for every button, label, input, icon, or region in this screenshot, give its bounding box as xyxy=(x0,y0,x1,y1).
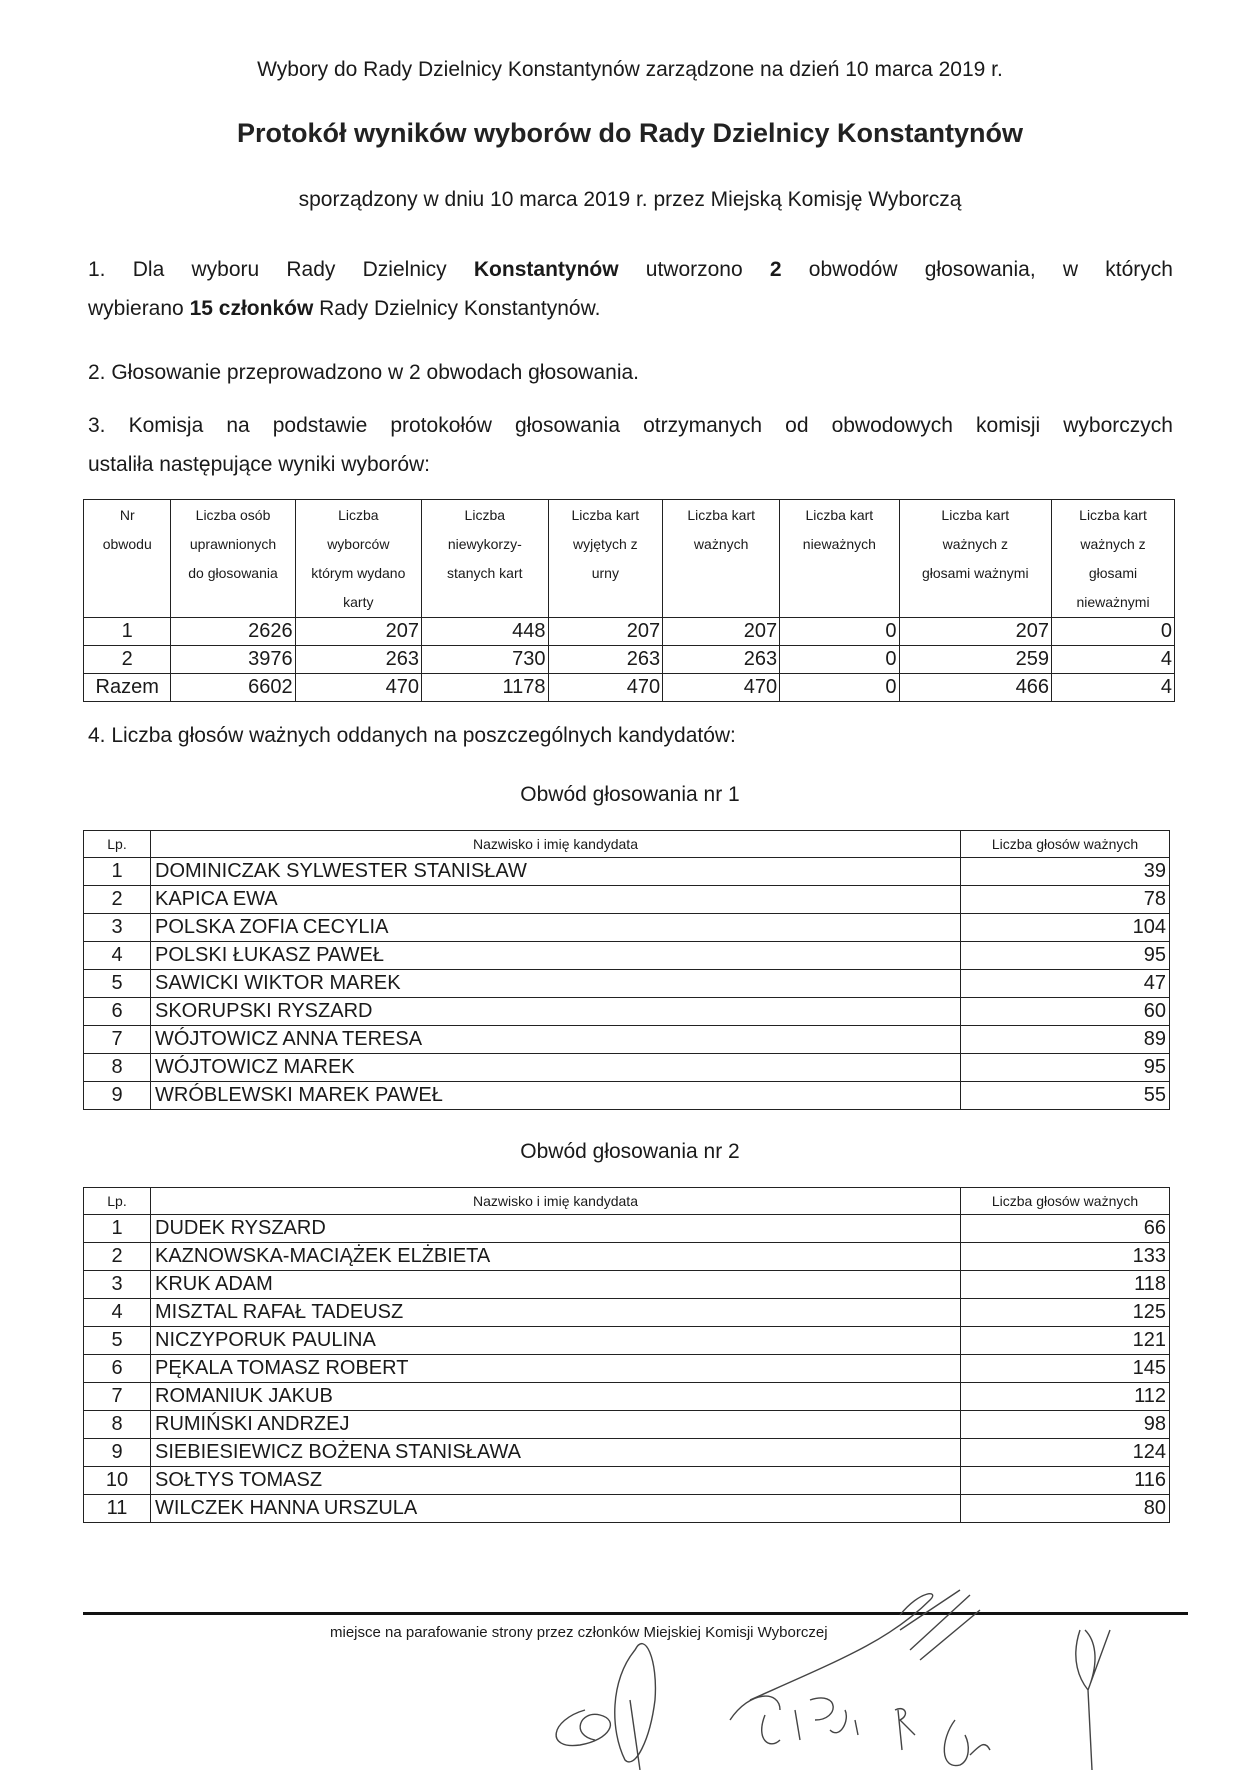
summary-header-cell xyxy=(422,500,548,618)
word: których xyxy=(1105,258,1173,281)
candidate-lp: 4 xyxy=(84,942,151,970)
candidate-name: WÓJTOWICZ MAREK xyxy=(151,1054,961,1082)
summary-cell: 207 xyxy=(548,618,663,646)
candidate-votes: 116 xyxy=(961,1467,1170,1495)
summary-cell: 0 xyxy=(1052,618,1175,646)
candidate-row xyxy=(84,1299,1170,1327)
word: na xyxy=(226,414,250,437)
summary-results-table xyxy=(83,499,1175,702)
summary-cell: 448 xyxy=(422,618,548,646)
summary-cell: 466 xyxy=(899,674,1051,702)
candidate-lp: 1 xyxy=(84,1215,151,1243)
candidate-name: SIEBIESIEWICZ BOŻENA STANISŁAWA xyxy=(151,1439,961,1467)
candidate-votes: 80 xyxy=(961,1495,1170,1523)
word: protokołów xyxy=(390,414,492,437)
district-2-title: Obwód głosowania nr 2 xyxy=(520,1140,740,1163)
candidate-name: KAPICA EWA xyxy=(151,886,961,914)
candidate-votes: 124 xyxy=(961,1439,1170,1467)
summary-cell: 263 xyxy=(663,646,780,674)
candidate-lp: 5 xyxy=(84,1327,151,1355)
section-1 xyxy=(88,250,1173,328)
candidate-row xyxy=(84,1383,1170,1411)
candidate-lp: 8 xyxy=(84,1411,151,1439)
header-line: nieważnych xyxy=(802,536,876,552)
candidate-row xyxy=(84,970,1170,998)
col-lp: Lp. xyxy=(84,831,151,858)
header-line: głosami ważnymi xyxy=(921,565,1029,581)
candidate-row xyxy=(84,914,1170,942)
candidate-row xyxy=(84,1082,1170,1110)
header-line: karty xyxy=(343,594,374,610)
candidate-row xyxy=(84,858,1170,886)
candidate-row xyxy=(84,1467,1170,1495)
district-1-title: Obwód głosowania nr 1 xyxy=(520,783,740,806)
candidate-name: DOMINICZAK SYLWESTER STANISŁAW xyxy=(151,858,961,886)
candidate-row xyxy=(84,998,1170,1026)
candidate-name: RUMIŃSKI ANDRZEJ xyxy=(151,1411,961,1439)
header-line: Nr xyxy=(119,507,135,523)
header-line: którym wydano xyxy=(311,565,406,581)
district-1-candidates-table xyxy=(83,830,1170,1110)
header-line: ważnych xyxy=(693,536,749,552)
candidate-votes: 95 xyxy=(961,942,1170,970)
summary-header-cell xyxy=(663,500,780,618)
handwritten-signatures-icon xyxy=(540,1570,1240,1770)
word: 1. xyxy=(88,258,106,281)
district-2-candidates-table xyxy=(83,1187,1170,1523)
word: Dla xyxy=(132,258,165,281)
section-2: 2. Głosowanie przeprowadzono w 2 obwodach głosowania. xyxy=(88,361,640,384)
summary-row xyxy=(84,618,1175,646)
candidate-votes: 78 xyxy=(961,886,1170,914)
candidate-votes: 125 xyxy=(961,1299,1170,1327)
candidate-votes: 145 xyxy=(961,1355,1170,1383)
election-header: Wybory do Rady Dzielnicy Konstantynów zarządzone na dzień 10 marca 2019 r. xyxy=(257,58,1003,81)
candidate-name: DUDEK RYSZARD xyxy=(151,1215,961,1243)
candidate-lp: 7 xyxy=(84,1026,151,1054)
candidate-lp: 3 xyxy=(84,1271,151,1299)
candidate-row xyxy=(84,1271,1170,1299)
col-votes: Liczba głosów ważnych xyxy=(961,831,1170,858)
candidate-votes: 121 xyxy=(961,1327,1170,1355)
summary-header-cell xyxy=(548,500,663,618)
header-line: niewykorzy- xyxy=(447,536,522,552)
candidate-row xyxy=(84,1439,1170,1467)
summary-cell: 4 xyxy=(1052,674,1175,702)
section-3-line-2: ustaliła następujące wyniki wyborów: xyxy=(88,453,430,476)
candidate-name: ROMANIUK JAKUB xyxy=(151,1383,961,1411)
summary-cell: 470 xyxy=(295,674,421,702)
candidate-votes: 133 xyxy=(961,1243,1170,1271)
summary-cell: 6602 xyxy=(171,674,295,702)
header-line: Liczba kart xyxy=(571,507,640,523)
header-line: Liczba xyxy=(464,507,506,523)
word: obwodowych xyxy=(831,414,953,437)
summary-cell: 207 xyxy=(295,618,421,646)
word: Rady xyxy=(286,258,336,281)
summary-cell: 3976 xyxy=(171,646,295,674)
summary-header-cell xyxy=(84,500,171,618)
col-name: Nazwisko i imię kandydata xyxy=(151,831,961,858)
word: obwodów xyxy=(808,258,898,281)
word: wyboru xyxy=(191,258,260,281)
candidate-row xyxy=(84,886,1170,914)
candidate-row xyxy=(84,1411,1170,1439)
candidate-row xyxy=(84,1215,1170,1243)
word: głosowania xyxy=(514,414,621,437)
summary-cell: 0 xyxy=(780,618,899,646)
candidate-lp: 9 xyxy=(84,1439,151,1467)
summary-row xyxy=(84,674,1175,702)
header-line: Liczba xyxy=(338,507,379,523)
members-count: 15 członków xyxy=(189,297,314,320)
summary-cell: 263 xyxy=(548,646,663,674)
candidate-lp: 5 xyxy=(84,970,151,998)
district-name: Konstantynów xyxy=(473,258,619,281)
summary-cell: 207 xyxy=(899,618,1051,646)
candidate-lp: 6 xyxy=(84,998,151,1026)
header-line: stanych kart xyxy=(447,565,523,581)
summary-cell: 470 xyxy=(663,674,780,702)
word: wyborczych xyxy=(1063,414,1173,437)
summary-header-cell xyxy=(1052,500,1175,618)
candidate-lp: 2 xyxy=(84,1243,151,1271)
header-line: Liczba kart xyxy=(1079,507,1147,523)
candidate-name: MISZTAL RAFAŁ TADEUSZ xyxy=(151,1299,961,1327)
candidate-name: KAZNOWSKA-MACIĄŻEK ELŻBIETA xyxy=(151,1243,961,1271)
header-line: wyjętych z xyxy=(573,536,638,552)
candidate-name: WILCZEK HANNA URSZULA xyxy=(151,1495,961,1523)
summary-header-cell xyxy=(295,500,421,618)
candidate-name: NICZYPORUK PAULINA xyxy=(151,1327,961,1355)
candidate-lp: 9 xyxy=(84,1082,151,1110)
word: głosowania, xyxy=(924,258,1036,281)
header-line: ważnych z xyxy=(1080,536,1146,552)
summary-cell: Razem xyxy=(84,674,171,702)
summary-cell: 470 xyxy=(548,674,663,702)
header-line: Liczba osób xyxy=(195,507,271,523)
word: w xyxy=(1062,258,1079,281)
candidate-name: POLSKA ZOFIA CECYLIA xyxy=(151,914,961,942)
header-line: uprawnionych xyxy=(189,536,277,552)
candidate-row xyxy=(84,1026,1170,1054)
district-count: 2 xyxy=(769,258,782,281)
candidate-name: SOŁTYS TOMASZ xyxy=(151,1467,961,1495)
candidate-votes: 95 xyxy=(961,1054,1170,1082)
candidate-lp: 4 xyxy=(84,1299,151,1327)
section-4-heading: 4. Liczba głosów ważnych oddanych na poszczególnych kandydatów: xyxy=(88,724,736,747)
summary-cell: 259 xyxy=(899,646,1051,674)
candidate-votes: 39 xyxy=(961,858,1170,886)
candidate-row xyxy=(84,1243,1170,1271)
summary-cell: 1178 xyxy=(422,674,548,702)
header-line: urny xyxy=(591,565,619,581)
document-subtitle: sporządzony w dniu 10 marca 2019 r. przez Miejską Komisję Wyborczą xyxy=(298,188,962,211)
candidate-votes: 47 xyxy=(961,970,1170,998)
summary-cell: 2626 xyxy=(171,618,295,646)
word: 3. xyxy=(88,414,106,437)
candidate-votes: 112 xyxy=(961,1383,1170,1411)
header-line: wyborców xyxy=(327,536,390,552)
candidate-row xyxy=(84,1054,1170,1082)
summary-cell: 1 xyxy=(84,618,171,646)
candidate-votes: 118 xyxy=(961,1271,1170,1299)
candidate-row xyxy=(84,1355,1170,1383)
summary-header-cell xyxy=(780,500,899,618)
word: utworzono xyxy=(645,258,743,281)
candidate-name: WÓJTOWICZ ANNA TERESA xyxy=(151,1026,961,1054)
candidate-row xyxy=(84,1495,1170,1523)
word: Rady Dzielnicy Konstantynów. xyxy=(319,297,601,320)
summary-row xyxy=(84,646,1175,674)
summary-cell: 4 xyxy=(1052,646,1175,674)
col-name: Nazwisko i imię kandydata xyxy=(151,1188,961,1215)
candidate-votes: 98 xyxy=(961,1411,1170,1439)
header-line: Liczba kart xyxy=(687,507,756,523)
initials-note: miejsce na parafowanie strony przez członków Miejskiej Komisji Wyborczej xyxy=(330,1624,828,1641)
summary-cell: 2 xyxy=(84,646,171,674)
col-lp: Lp. xyxy=(84,1188,151,1215)
candidate-lp: 1 xyxy=(84,858,151,886)
candidate-votes: 55 xyxy=(961,1082,1170,1110)
candidate-lp: 2 xyxy=(84,886,151,914)
candidate-lp: 11 xyxy=(84,1495,151,1523)
candidate-lp: 8 xyxy=(84,1054,151,1082)
candidate-votes: 66 xyxy=(961,1215,1170,1243)
candidate-name: SAWICKI WIKTOR MAREK xyxy=(151,970,961,998)
word: Dzielnicy xyxy=(362,258,447,281)
candidate-row xyxy=(84,1327,1170,1355)
word: komisji xyxy=(976,414,1041,437)
candidate-name: PĘKALA TOMASZ ROBERT xyxy=(151,1355,961,1383)
header-line: Liczba kart xyxy=(941,507,1010,523)
header-line: głosami xyxy=(1088,565,1138,581)
document-title: Protokół wyników wyborów do Rady Dzielnicy Konstantynów xyxy=(236,118,1024,148)
candidate-lp: 3 xyxy=(84,914,151,942)
section-3 xyxy=(88,406,1173,484)
candidate-votes: 89 xyxy=(961,1026,1170,1054)
candidate-votes: 104 xyxy=(961,914,1170,942)
word: otrzymanych xyxy=(643,414,763,437)
candidate-name: SKORUPSKI RYSZARD xyxy=(151,998,961,1026)
candidate-name: POLSKI ŁUKASZ PAWEŁ xyxy=(151,942,961,970)
header-line: nieważnymi xyxy=(1076,594,1150,610)
summary-cell: 730 xyxy=(422,646,548,674)
header-line: do głosowania xyxy=(188,565,278,581)
summary-header-cell xyxy=(171,500,295,618)
candidate-name: KRUK ADAM xyxy=(151,1271,961,1299)
candidate-name: WRÓBLEWSKI MAREK PAWEŁ xyxy=(151,1082,961,1110)
header-line: obwodu xyxy=(102,536,152,552)
summary-header-cell xyxy=(899,500,1051,618)
candidate-votes: 60 xyxy=(961,998,1170,1026)
word: wybierano xyxy=(88,297,184,320)
summary-cell: 0 xyxy=(780,646,899,674)
word: Komisja xyxy=(128,414,204,437)
candidate-lp: 10 xyxy=(84,1467,151,1495)
summary-cell: 0 xyxy=(780,674,899,702)
summary-cell: 207 xyxy=(663,618,780,646)
word: od xyxy=(785,414,809,437)
header-line: Liczba kart xyxy=(805,507,874,523)
col-votes: Liczba głosów ważnych xyxy=(961,1188,1170,1215)
candidate-lp: 6 xyxy=(84,1355,151,1383)
header-line: ważnych z xyxy=(942,536,1008,552)
candidate-lp: 7 xyxy=(84,1383,151,1411)
word: podstawie xyxy=(272,414,368,437)
summary-cell: 263 xyxy=(295,646,421,674)
candidate-row xyxy=(84,942,1170,970)
